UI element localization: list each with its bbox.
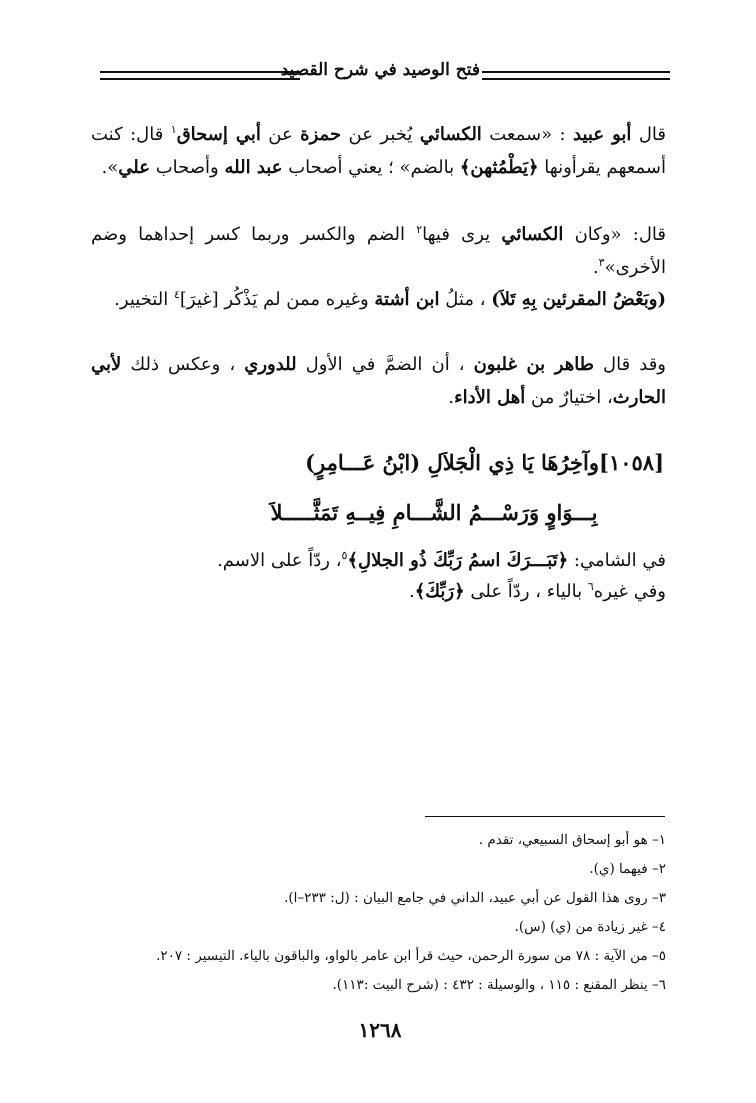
footnote-separator bbox=[425, 816, 665, 817]
footnotes bbox=[86, 826, 666, 1000]
footnote-6: ٦– ينظر المقنع : ١١٥ ، والوسيلة : ٤٣٢ : (شرح البيت :١١٣). bbox=[332, 977, 666, 993]
name-hamza: حمزة bbox=[300, 124, 342, 145]
quran-verse: ﴿تَبَـــرَكَ اسمُ رَبِّكَ ذُو الجلالِ﴾ bbox=[347, 550, 569, 571]
footnote-ref-3: ٣ bbox=[598, 256, 605, 269]
name-duri: للدوري bbox=[244, 354, 297, 375]
footnote-ref-2: ٢ bbox=[416, 223, 423, 236]
name-ibn-ashta: ابن أشتة bbox=[374, 289, 440, 310]
name-kisai: الكسائي bbox=[419, 124, 482, 145]
name-ali: علي bbox=[118, 157, 150, 178]
paragraph-2: قال: «وكان الكسائي يرى فيها$^٢$ الضم والكسر وربما كسر إحداهما وضم الأخرى»$^٣$. bbox=[91, 223, 666, 278]
poem-quote: (وبَعْضُ المقرئين بِهِ تَلاَ) bbox=[491, 289, 666, 310]
quran-word: ﴿رَبِّكَ﴾ bbox=[414, 581, 465, 602]
name-tahir-ibn-ghalbun: طاهر بن غلبون bbox=[473, 354, 595, 375]
name-kisai: الكسائي bbox=[501, 224, 564, 245]
page-number: ١٢٦٨ bbox=[358, 1018, 402, 1042]
header-rule-left bbox=[100, 71, 300, 80]
paragraph-1: قال أبو عبيد : «سمعت الكسائي يُخبر عن حمزة عن أبي إسحاق$^١$ قال: كنت أسمعهم يقرأونها ﴿يَطْمُثهن﴾ بالضم» ؛ يعني أصحاب عبد الله وأصحاب علي». bbox=[91, 123, 666, 178]
verse-explanation: في الشامي: ﴿تَبَـــرَكَ اسمُ رَبِّكَ ذُو الجلالِ﴾$^٥$، ردّاً على الاسم. وفي غيره$^٦$ بالياء ، ردّاً على ﴿رَبِّكَ﴾. bbox=[217, 549, 666, 602]
footnote-ref-4: ٤ bbox=[173, 288, 180, 301]
footnote-ref-6: ٦ bbox=[587, 580, 594, 593]
footnote-5: ٥– من الآية : ٧٨ من سورة الرحمن، حيث قرأ ابن عامر بالواو، والباقون بالياء. التيسير : ٢٠٧. bbox=[156, 948, 666, 964]
name-abu-ubaid: أبو عبيد bbox=[573, 124, 632, 145]
footnote-4: ٤– غير زيادة من (ي) (س). bbox=[514, 919, 666, 935]
footnote-1: ١– هو أبو إسحاق السبيعي، تقدم . bbox=[478, 832, 666, 848]
ahl-al-ada: أهل الأداء bbox=[454, 387, 526, 408]
verse-line-1: [١٠٥٨]وآخِرُهَا يَا ذِي الْجَلاَلِ (ابْنُ عَـــامِرٍ) bbox=[305, 450, 664, 475]
footnote-2: ٢– فيهما (ي). bbox=[589, 861, 666, 877]
name-abu-al-harith: لأبي الحارث bbox=[91, 354, 666, 408]
name-abdullah: عبد الله bbox=[224, 157, 283, 178]
header-rule-right bbox=[482, 71, 670, 80]
paragraph-4: وقد قال طاهر بن غلبون ، أن الضمَّ في الأول للدوري ، وعكس ذلك لأبي الحارث، اختيارٌ من أهل الأداء. bbox=[91, 354, 667, 408]
running-header bbox=[100, 58, 670, 88]
name-abu-ishaq: أبي إسحاق bbox=[176, 124, 261, 145]
footnote-ref-1: ١ bbox=[170, 123, 177, 136]
footnote-ref-5: ٥ bbox=[341, 549, 348, 562]
header-title: فتح الوصيد في شرح القصيد bbox=[280, 60, 480, 80]
quran-word: ﴿يَطْمُثهن﴾ bbox=[459, 157, 539, 178]
paragraph-3: (وبَعْضُ المقرئين بِهِ تَلاَ) ، مثلُ ابن أشتة وغيره ممن لم يَذْكُر [غيرَ]$^٤$ التخيير. bbox=[114, 288, 666, 310]
verse-line-2: بِـــوَاوٍ وَرَسْـــمُ الشَّـــامِ فِيــهِ تَمَثَّـــــلاَ bbox=[270, 500, 598, 525]
footnote-3: ٣– روى هذا القول عن أبي عبيد، الداني في جامع البيان : (ل: ٢٣٣–ا). bbox=[284, 890, 666, 906]
